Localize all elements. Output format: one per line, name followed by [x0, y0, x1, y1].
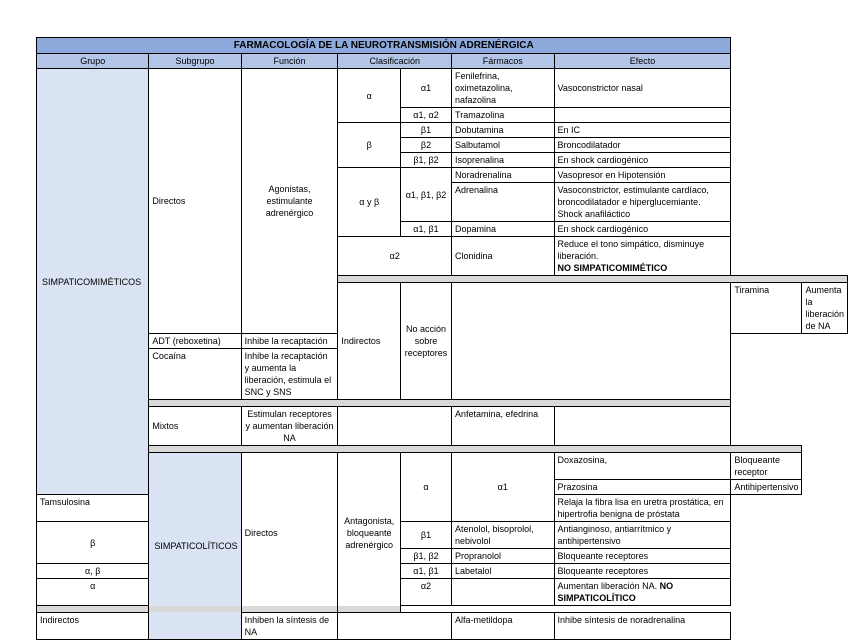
drug-cell: Adrenalina: [452, 183, 555, 222]
effect-cell: Relaja la fibra lisa en uretra prostática, en hipertrofia benigna de próstata: [554, 495, 731, 522]
title-row: [37, 38, 848, 54]
subclass-cell: α1, β1, β2: [400, 168, 451, 222]
effect-cell: [554, 108, 731, 123]
table-row: [37, 453, 848, 480]
header-row: [37, 54, 848, 69]
effect-cell: [554, 579, 731, 606]
effect-cell: Antianginoso, antiarrítmico y antihipertensivo: [554, 522, 731, 549]
separator-row: [37, 606, 848, 613]
empty-class-cell: [338, 407, 452, 446]
subclass-cell: α1: [400, 69, 451, 108]
class-alpha2: α2: [338, 237, 452, 276]
drug-cell: Anfetamina, efedrina: [452, 407, 555, 446]
effect-cell: En IC: [554, 123, 731, 138]
drug-cell: Alfa-metildopa: [452, 613, 555, 640]
effect-cell: Bloqueante receptores: [554, 549, 731, 564]
subclass-cell: β1, β2: [400, 153, 451, 168]
drug-cell: Cocaína: [149, 349, 241, 400]
function-agonistas: Agonistas, estimulante adrenérgico: [241, 69, 338, 334]
effect-cell: Vasoconstrictor, estimulante cardíaco, broncodilatador e hiperglucemiante. Shock anafiláctico: [554, 183, 731, 222]
drug-cell: Dopamina: [452, 222, 555, 237]
drug-cell: Tamsulosina: [37, 495, 149, 522]
effect-cell: [554, 237, 731, 276]
empty-class-cell: [452, 283, 731, 400]
header-farmacos: Fármacos: [452, 54, 555, 69]
drug-cell: Dobutamina: [452, 123, 555, 138]
drug-cell: Clonidina: [452, 237, 555, 276]
header-funcion: Función: [241, 54, 338, 69]
subclass-cell: α1, β1: [400, 564, 451, 579]
class-alpha-beta: α y β: [338, 168, 401, 237]
subclass-cell: β1: [400, 123, 451, 138]
table-title: FARMACOLOGÍA DE LA NEUROTRANSMISIÓN ADRENÉRGICA: [37, 38, 731, 54]
group-simpaticoliticos: SIMPATICOLÍTICOS: [149, 453, 241, 640]
drug-cell: Doxazosina,: [554, 453, 731, 480]
class-alpha: α: [400, 453, 451, 522]
subclass-cell: α2: [400, 579, 451, 606]
separator-row: [37, 446, 848, 453]
subclass-cell: α1: [452, 453, 555, 522]
drug-cell: Salbutamol: [452, 138, 555, 153]
separator-row: [37, 400, 848, 407]
drug-cell: Prazosina: [554, 480, 731, 495]
effect-cell: Inhibe la recaptación: [241, 334, 338, 349]
class-alpha: α: [338, 69, 401, 123]
subgroup-mixtos: Mixtos: [149, 407, 241, 446]
drug-cell: Tramazolina: [452, 108, 555, 123]
subclass-cell: β1, β2: [400, 549, 451, 564]
class-beta: β: [338, 123, 401, 168]
drug-cell: Noradrenalina: [452, 168, 555, 183]
effect-warning: NO SIMPATICOLÍTICO: [557, 581, 674, 603]
subclass-cell: α1, α2: [400, 108, 451, 123]
drug-cell: ADT (reboxetina): [149, 334, 241, 349]
effect-cell: Bloqueante receptores: [554, 564, 731, 579]
group-simpaticomimeticos: SIMPATICOMIMÉTICOS: [37, 69, 149, 495]
function-estimulan: Estimulan receptores y aumentan liberación NA: [241, 407, 338, 446]
separator: [338, 276, 848, 283]
separator: [149, 400, 731, 407]
class-alpha-beta: α, β: [37, 564, 149, 579]
drug-cell: [452, 579, 555, 606]
effect-cell: Bloqueante receptor: [731, 453, 802, 480]
header-clasificacion: Clasificación: [338, 54, 452, 69]
class-beta: β: [37, 522, 149, 564]
subgroup-directos: Directos: [149, 69, 241, 334]
effect-cell: Vasopresor en Hipotensión: [554, 168, 731, 183]
effect-cell: Broncodilatador: [554, 138, 731, 153]
effect-cell: En shock cardiogénico: [554, 153, 731, 168]
header-subgrupo: Subgrupo: [149, 54, 241, 69]
header-grupo: Grupo: [37, 54, 149, 69]
effect-cell: Vasoconstrictor nasal: [554, 69, 731, 108]
pharmacology-table: [36, 37, 848, 640]
effect-cell: Aumenta la liberación de NA: [802, 283, 848, 334]
function-no-accion: No acción sobre receptores: [400, 283, 451, 400]
subgroup-directos: Directos: [241, 453, 338, 613]
effect-cell: Inhibe la recaptación y aumenta la liberación, estimula el SNC y SNS: [241, 349, 338, 400]
function-inhiben: Inhiben la síntesis de NA: [241, 613, 338, 640]
effect-text: Aumentan liberación NA.: [557, 581, 658, 591]
table-row: [37, 69, 848, 108]
effect-cell: [554, 407, 731, 446]
effect-cell: Antihipertensivo: [731, 480, 802, 495]
effect-cell: Inhibe síntesis de noradrenalina: [554, 613, 731, 640]
header-efecto: Efecto: [554, 54, 731, 69]
subgroup-indirectos: Indirectos: [338, 283, 401, 400]
effect-text: Reduce el tono simpático, disminuye liberación.: [557, 239, 705, 261]
empty-class-cell: [338, 613, 452, 640]
effect-warning: NO SIMPATICOMIMÉTICO: [557, 263, 668, 273]
subclass-cell: β1: [400, 522, 451, 549]
drug-cell: Tiramina: [731, 283, 802, 334]
subgroup-indirectos: Indirectos: [37, 613, 149, 640]
drug-cell: Fenilefrina, oximetazolina, nafazolina: [452, 69, 555, 108]
table-row: [37, 407, 848, 446]
effect-cell: En shock cardiogénico: [554, 222, 731, 237]
subclass-cell: α1, β1: [400, 222, 451, 237]
drug-cell: Labetalol: [452, 564, 555, 579]
function-antagonista: Antagonista, bloqueante adrenérgico: [338, 453, 401, 613]
subclass-cell: β2: [400, 138, 451, 153]
drug-cell: Propranolol: [452, 549, 555, 564]
drug-cell: Atenolol, bisoprolol, nebivolol: [452, 522, 555, 549]
group-separator: [149, 446, 802, 453]
separator: [37, 606, 401, 613]
drug-cell: Isoprenalina: [452, 153, 555, 168]
class-alpha: α: [37, 579, 149, 606]
